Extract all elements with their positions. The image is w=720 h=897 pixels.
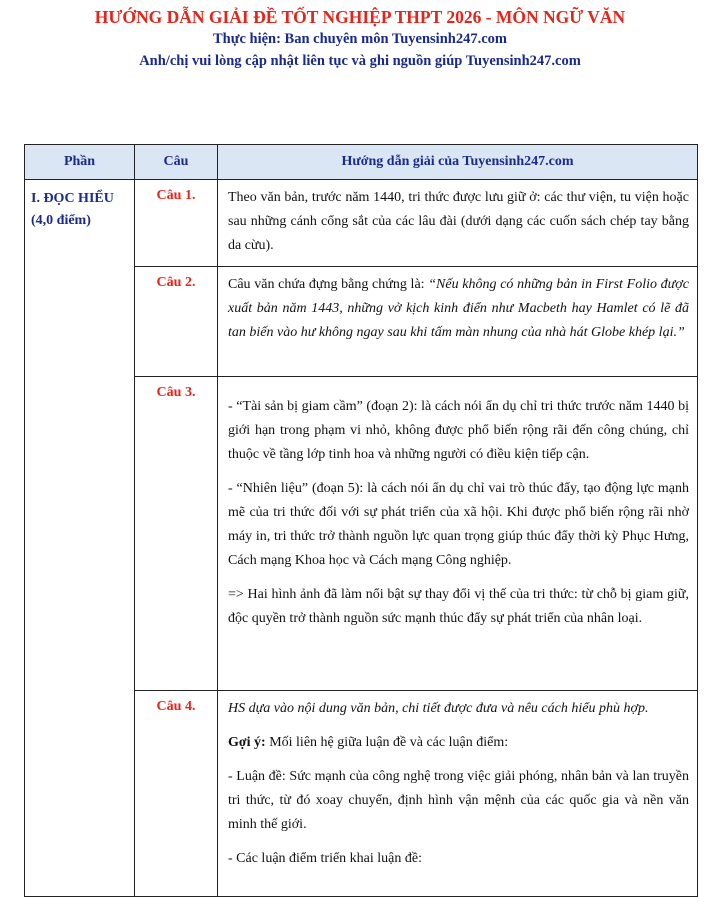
answer-cell (218, 180, 698, 267)
answer-paragraph: HS dựa vào nội dung văn bản, chi tiết được đưa và nêu cách hiểu phù hợp. (228, 701, 649, 716)
part-cell (25, 180, 135, 897)
column-header-part: Phần (25, 145, 135, 180)
column-header-guide: Hướng dẫn giải của Tuyensinh247.com (218, 145, 698, 180)
answer-cell (218, 691, 698, 897)
hint-label: Gợi ý: (228, 735, 266, 750)
question-label: Câu 1. (135, 180, 218, 267)
answer-cell (218, 267, 698, 377)
document-header (0, 0, 720, 72)
hint-text: Mối liên hệ giữa luận đề và các luận điểm: (265, 735, 509, 750)
answer-guide-table (24, 144, 698, 897)
answer-cell (218, 377, 698, 691)
answer-paragraph: - “Tài sản bị giam cầm” (đoạn 2): là cách nói ẩn dụ chỉ tri thức trước năm 1440 bị giới hạn trong phạm vi nhỏ, không được phổ biến rộng rãi đến công chúng, chỉ thuộc về tầng lớp tinh hoa và những người có điều kiện tiếp cận. (228, 399, 689, 462)
question-label: Câu 2. (135, 267, 218, 377)
answer-text (228, 273, 689, 345)
table-row (25, 180, 698, 267)
question-label: Câu 3. (135, 377, 218, 691)
answer-quote: “Nếu không có những bản in First Folio được xuất bản năm 1443, những vở kịch kinh điển như Macbeth hay Hamlet có lẽ đã tan biến vào hư không ngay sau khi tấm màn nhung của nhà hát Globe khép lại.” (228, 277, 689, 340)
part-points: (4,0 điểm) (31, 213, 91, 228)
answer-paragraph: => Hai hình ảnh đã làm nổi bật sự thay đổi vị thế của tri thức: từ chỗ bị giam giữ, độc quyền trở thành nguồn sức mạnh thúc đẩy sự phát triển của nhân loại. (228, 587, 689, 626)
question-label: Câu 4. (135, 691, 218, 897)
column-header-question: Câu (135, 145, 218, 180)
answer-prefix: Câu văn chứa đựng bằng chứng là: (228, 277, 429, 292)
author-line: Thực hiện: Ban chuyên môn Tuyensinh247.com (213, 31, 507, 47)
answer-text: Theo văn bản, trước năm 1440, tri thức được lưu giữ ở: các thư viện, tu viện hoặc sau những cánh cổng sắt của các lâu đài (dưới dạng các cuốn sách chép tay bằng da cừu). (228, 190, 689, 253)
table-header-row (25, 145, 698, 180)
answer-paragraph: - Các luận điểm triển khai luận đề: (228, 851, 422, 866)
answer-paragraph: - “Nhiên liệu” (đoạn 5): là cách nói ẩn dụ chỉ vai trò thúc đẩy, tạo động lực mạnh mẽ của tri thức đối với sự phát triển của xã hội. Khi được phổ biến rộng rãi nhờ máy in, tri thức trở thành nguồn lực quan trọng giúp thúc đẩy thời kỳ Phục Hưng, Cách mạng Khoa học và Cách mạng Công nghiệp. (228, 481, 689, 568)
source-note: Anh/chị vui lòng cập nhật liên tục và ghi nguồn giúp Tuyensinh247.com (139, 53, 581, 69)
answer-paragraph: - Luận đề: Sức mạnh của công nghệ trong việc giải phóng, nhân bản và lan truyền tri thức, từ đó xoay chuyển, định hình vận mệnh của các quốc gia và nền văn minh thế giới. (228, 769, 689, 832)
answer-paragraph (228, 731, 689, 755)
document-title: HƯỚNG DẪN GIẢI ĐỀ TỐT NGHIỆP THPT 2026 - MÔN NGỮ VĂN (94, 7, 626, 27)
part-name: I. ĐỌC HIỂU (31, 191, 114, 206)
